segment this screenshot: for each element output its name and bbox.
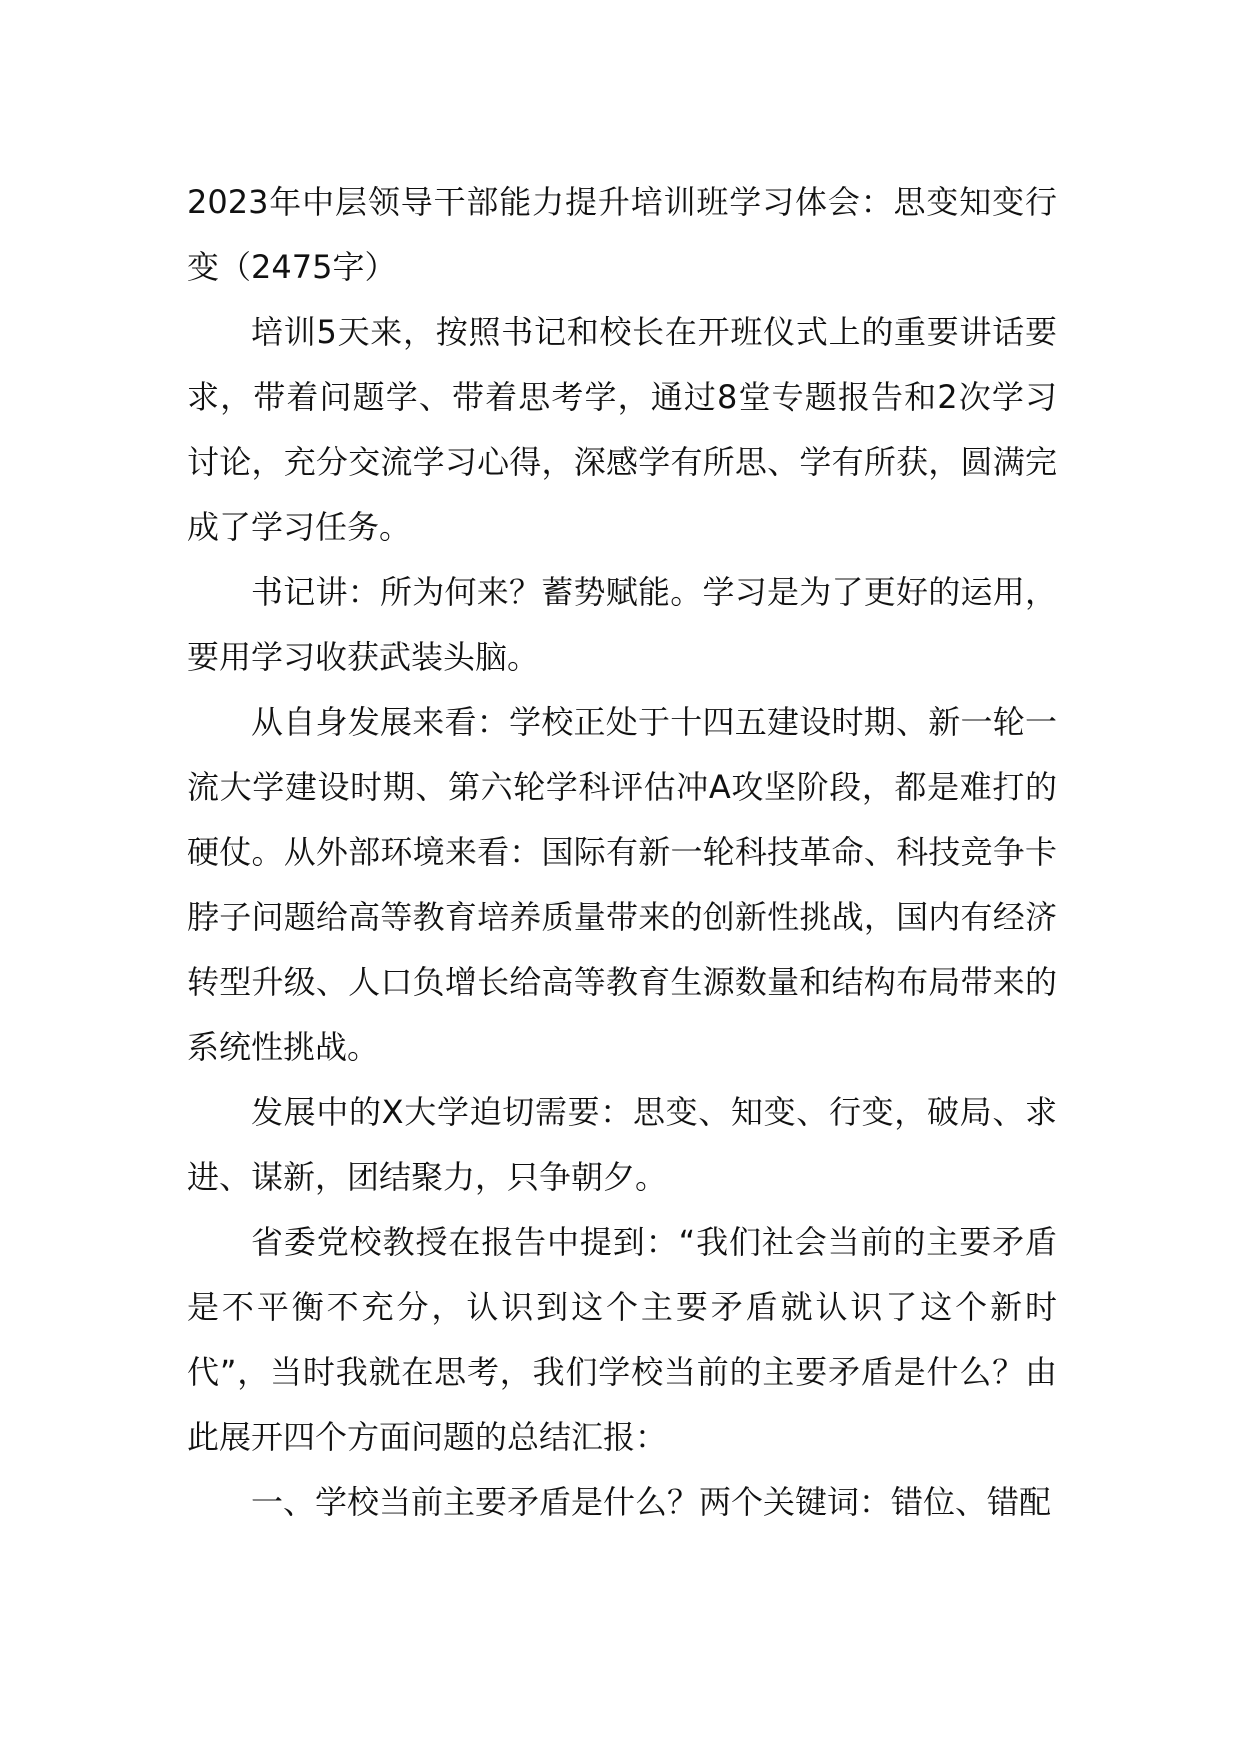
section-heading: 一、学校当前主要矛盾是什么？两个关键词：错位、错配	[251, 1483, 1052, 1521]
document-page	[187, 170, 1057, 1535]
paragraph-development-context: 从自身发展来看：学校正处于十四五建设时期、新一轮一流大学建设时期、第六轮学科评估冲A攻坚阶段，都是难打的硬仗。从外部环境来看：国际有新一轮科技革命、科技竞争卡脖子问题给高等教育培养质量带来的创新性挑战，国内有经济转型升级、人口负增长给高等教育生源数量和结构布局带来的系统性挑战。	[187, 703, 1057, 1066]
paragraph-professor-report: 省委党校教授在报告中提到：“我们社会当前的主要矛盾是不平衡不充分，认识到这个主要矛盾就认识了这个新时代”，当时我就在思考，我们学校当前的主要矛盾是什么？由此展开四个方面问题的总结汇报：	[187, 1223, 1057, 1456]
paragraph-training-summary: 培训5天来，按照书记和校长在开班仪式上的重要讲话要求，带着问题学、带着思考学，通过8堂专题报告和2次学习讨论，充分交流学习心得，深感学有所思、学有所获，圆满完成了学习任务。	[187, 313, 1057, 546]
document-title: 2023年中层领导干部能力提升培训班学习体会：思变知变行变（2475字）	[187, 183, 1057, 286]
paragraph-secretary-remarks: 书记讲：所为何来？蓄势赋能。学习是为了更好的运用，要用学习收获武装头脑。	[187, 573, 1057, 676]
paragraph-university-needs: 发展中的X大学迫切需要：思变、知变、行变，破局、求进、谋新，团结聚力，只争朝夕。	[187, 1093, 1057, 1196]
